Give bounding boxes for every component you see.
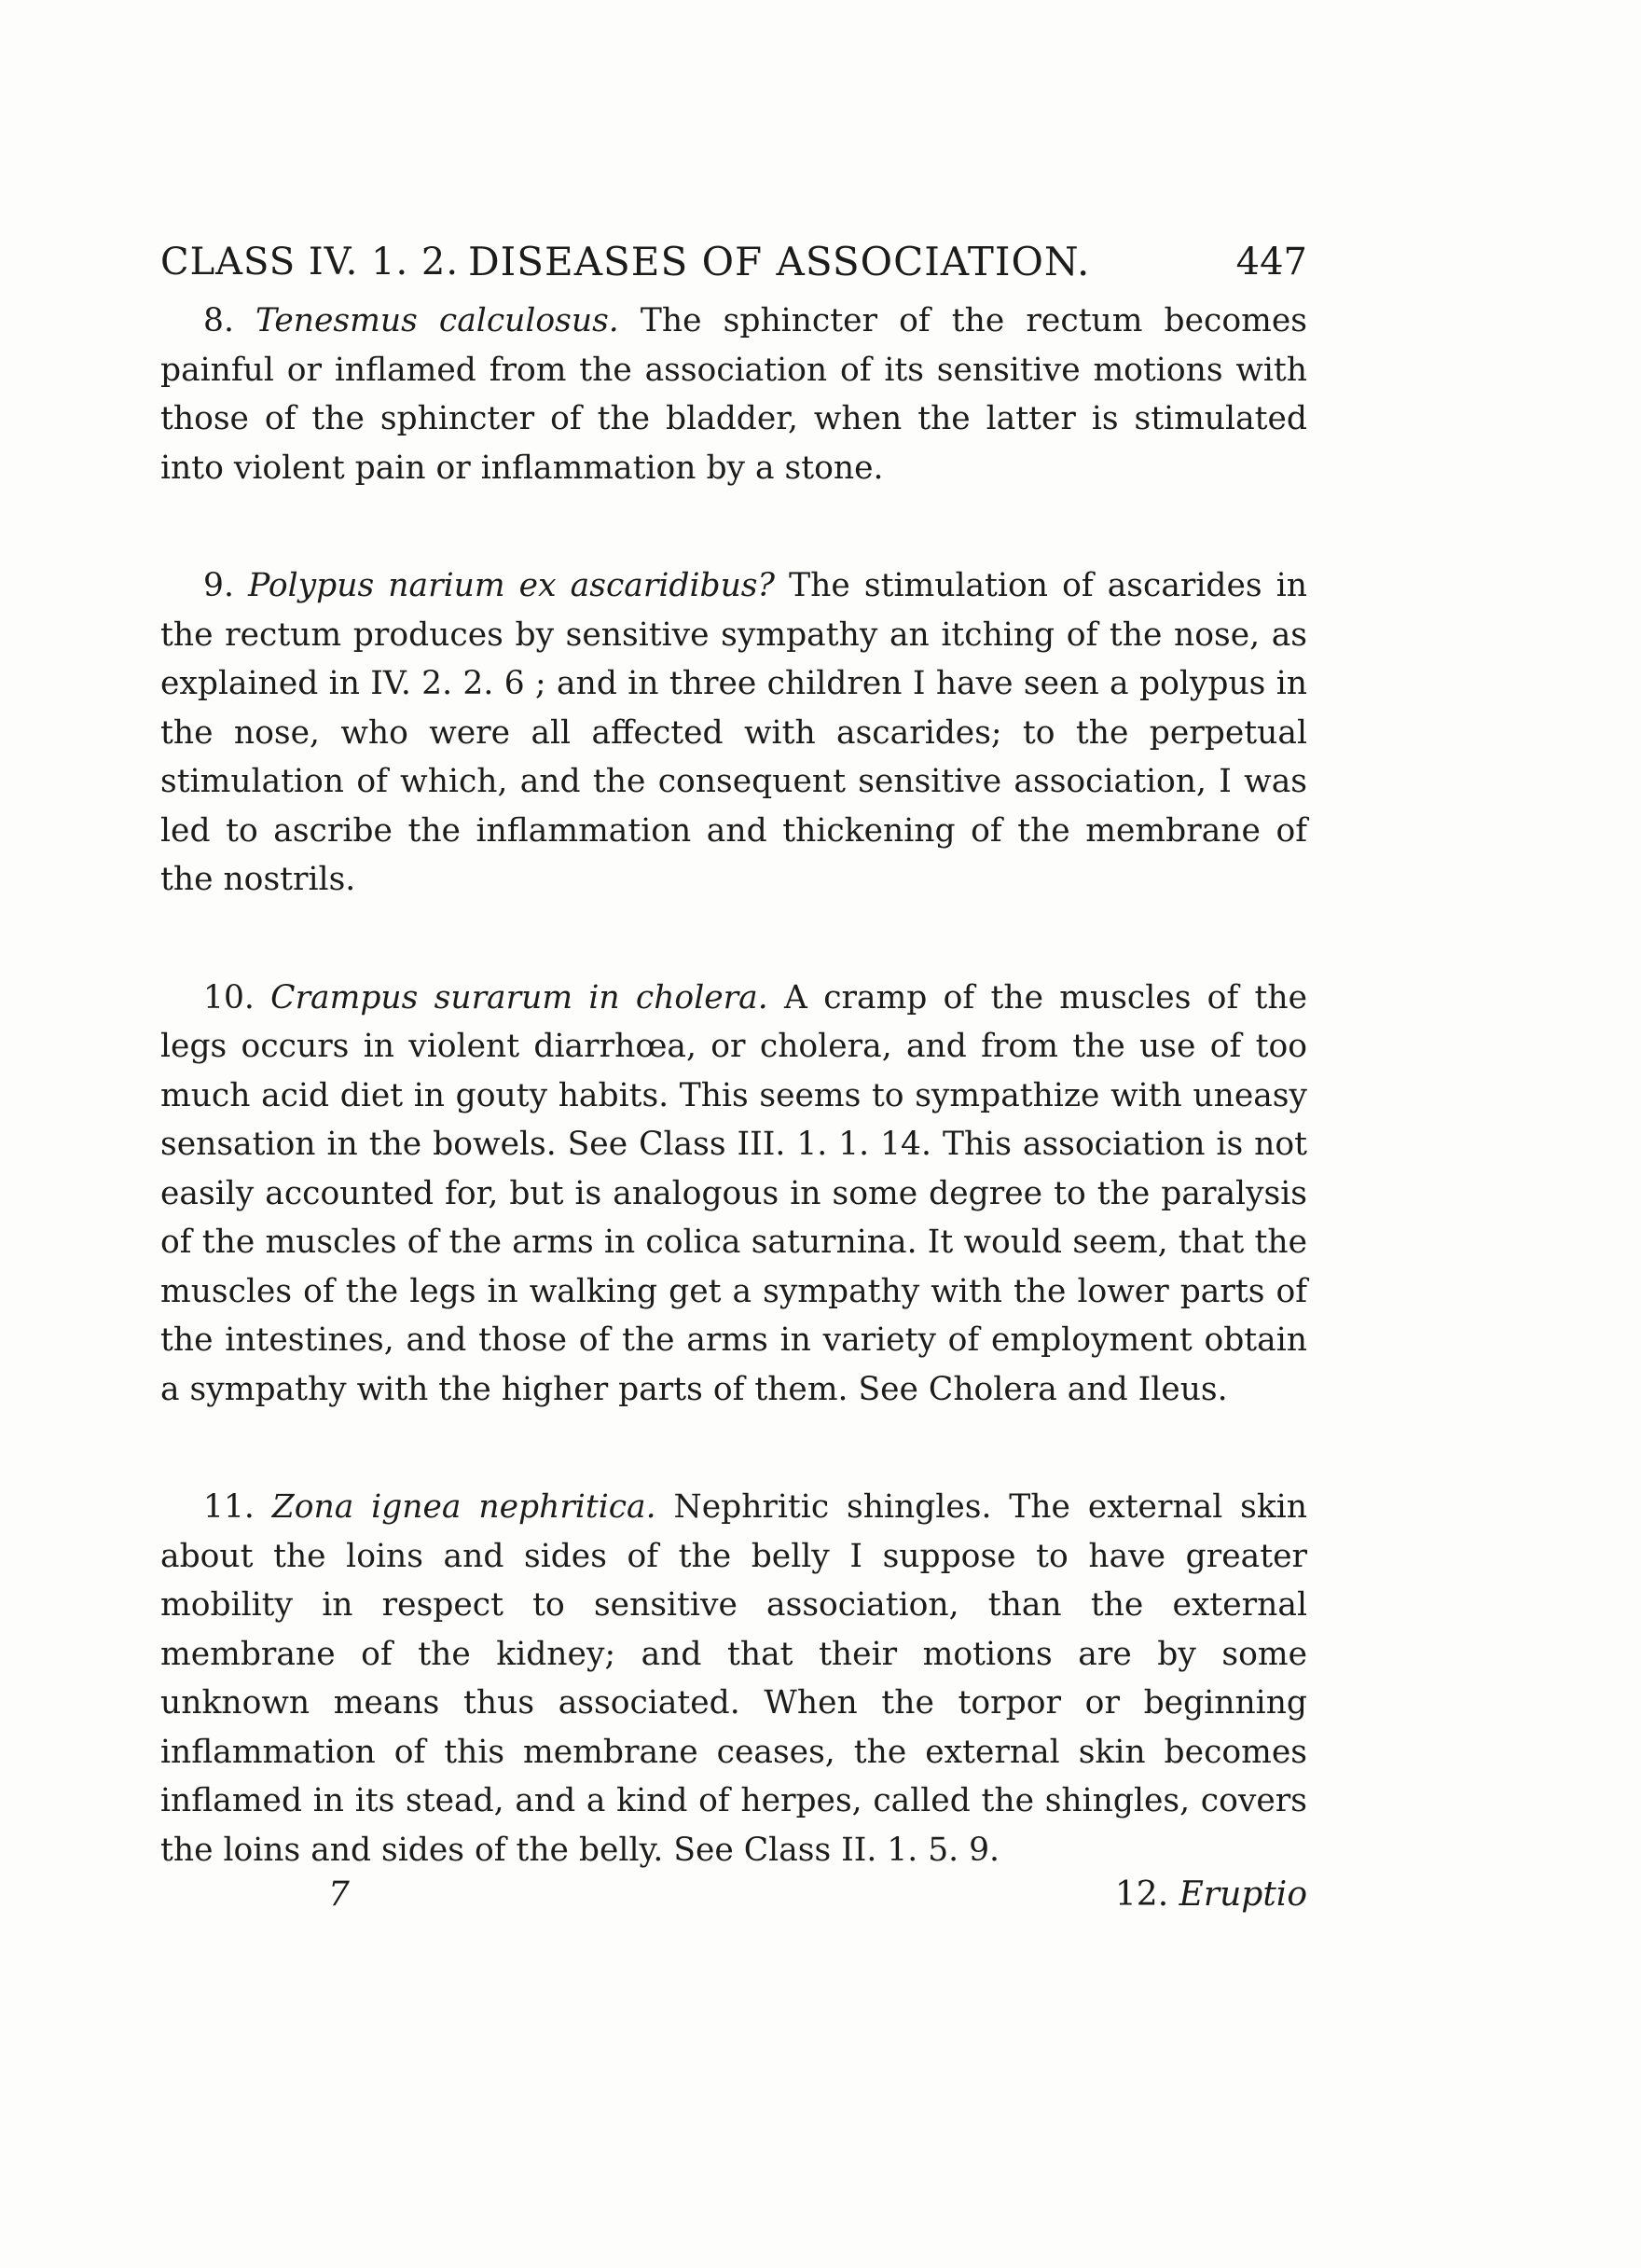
running-title: DISEASES OF ASSOCIATION. [468, 239, 1091, 284]
entry-number: 11. [203, 1488, 255, 1526]
catchword [1115, 1869, 1307, 1921]
page-footer [160, 1869, 1307, 1921]
entry-text: Nephritic shingles. The external skin about the loins and sides of the belly I suppose to have greater mobility in respect to sensitive association, than the external membrane of the kidney; and that their motions are by some unknown means thus associated. When the torpor or beginning inflammation of this membrane ceases, the external skin becomes inflamed in its stead, and a kind of herpes, called the shingles, covers the loins and sides of the belly. See Class II. 1. 5. 9. [160, 1488, 1308, 1869]
entry-text: The sphincter of the rectum becomes painful or inflamed from the association of its sensitive motions with those of the sphincter of the bladder, when the latter is stimulated into violent pain or inflammation by a stone. [160, 302, 1307, 487]
entry-term: Tenesmus calculosus. [255, 302, 619, 339]
entry-number: 9. [203, 567, 234, 604]
entry-term: Zona ignea nephritica. [271, 1488, 656, 1526]
entry-11 [160, 1483, 1307, 1874]
entry-8 [160, 297, 1307, 492]
entry-term: Polypus narium ex ascaridibus? [248, 567, 775, 604]
signature-mark: 7 [328, 1875, 350, 1914]
entry-term: Crampus surarum in cholera. [270, 978, 768, 1016]
entry-number: 10. [203, 978, 255, 1016]
page-number: 447 [1235, 241, 1307, 284]
running-header [160, 229, 1307, 295]
class-label: CLASS IV. 1. 2. [160, 241, 460, 284]
entry-text: The stimulation of ascarides in the rectum produces by sensitive sympathy an itching of the nose, as explained in IV. 2. 2. 6 ; and in three children I have seen a polypus in the nose, who were all affected with ascarides; to the perpetual stimulation of which, and the consequent sensitive association, I was led to ascribe the inflammation and thickening of the membrane of the nostrils. [160, 567, 1308, 898]
entry-9 [160, 561, 1307, 905]
catchword-number: 12. [1114, 1875, 1169, 1914]
catchword-term: Eruptio [1179, 1875, 1307, 1914]
entry-number: 8. [203, 302, 234, 339]
entry-text: A cramp of the muscles of the legs occurs in violent diarrhœa, or cholera, and from the use of too much acid diet in gouty habits. This seems to sympathize with uneasy sensation in the bowels. See Class III. 1. 1. 14. This association is not easily accounted for, but is analogous in some degree to the paralysis of the muscles of the arms in colica saturnina. It would seem, that the muscles of the legs in walking get a sympathy with the lower parts of the intestines, and those of the arms in variety of employment obtain a sympathy with the higher parts of them. See Cholera and Ileus. [160, 978, 1308, 1408]
entry-10 [160, 974, 1307, 1415]
body-text [160, 297, 1307, 1874]
